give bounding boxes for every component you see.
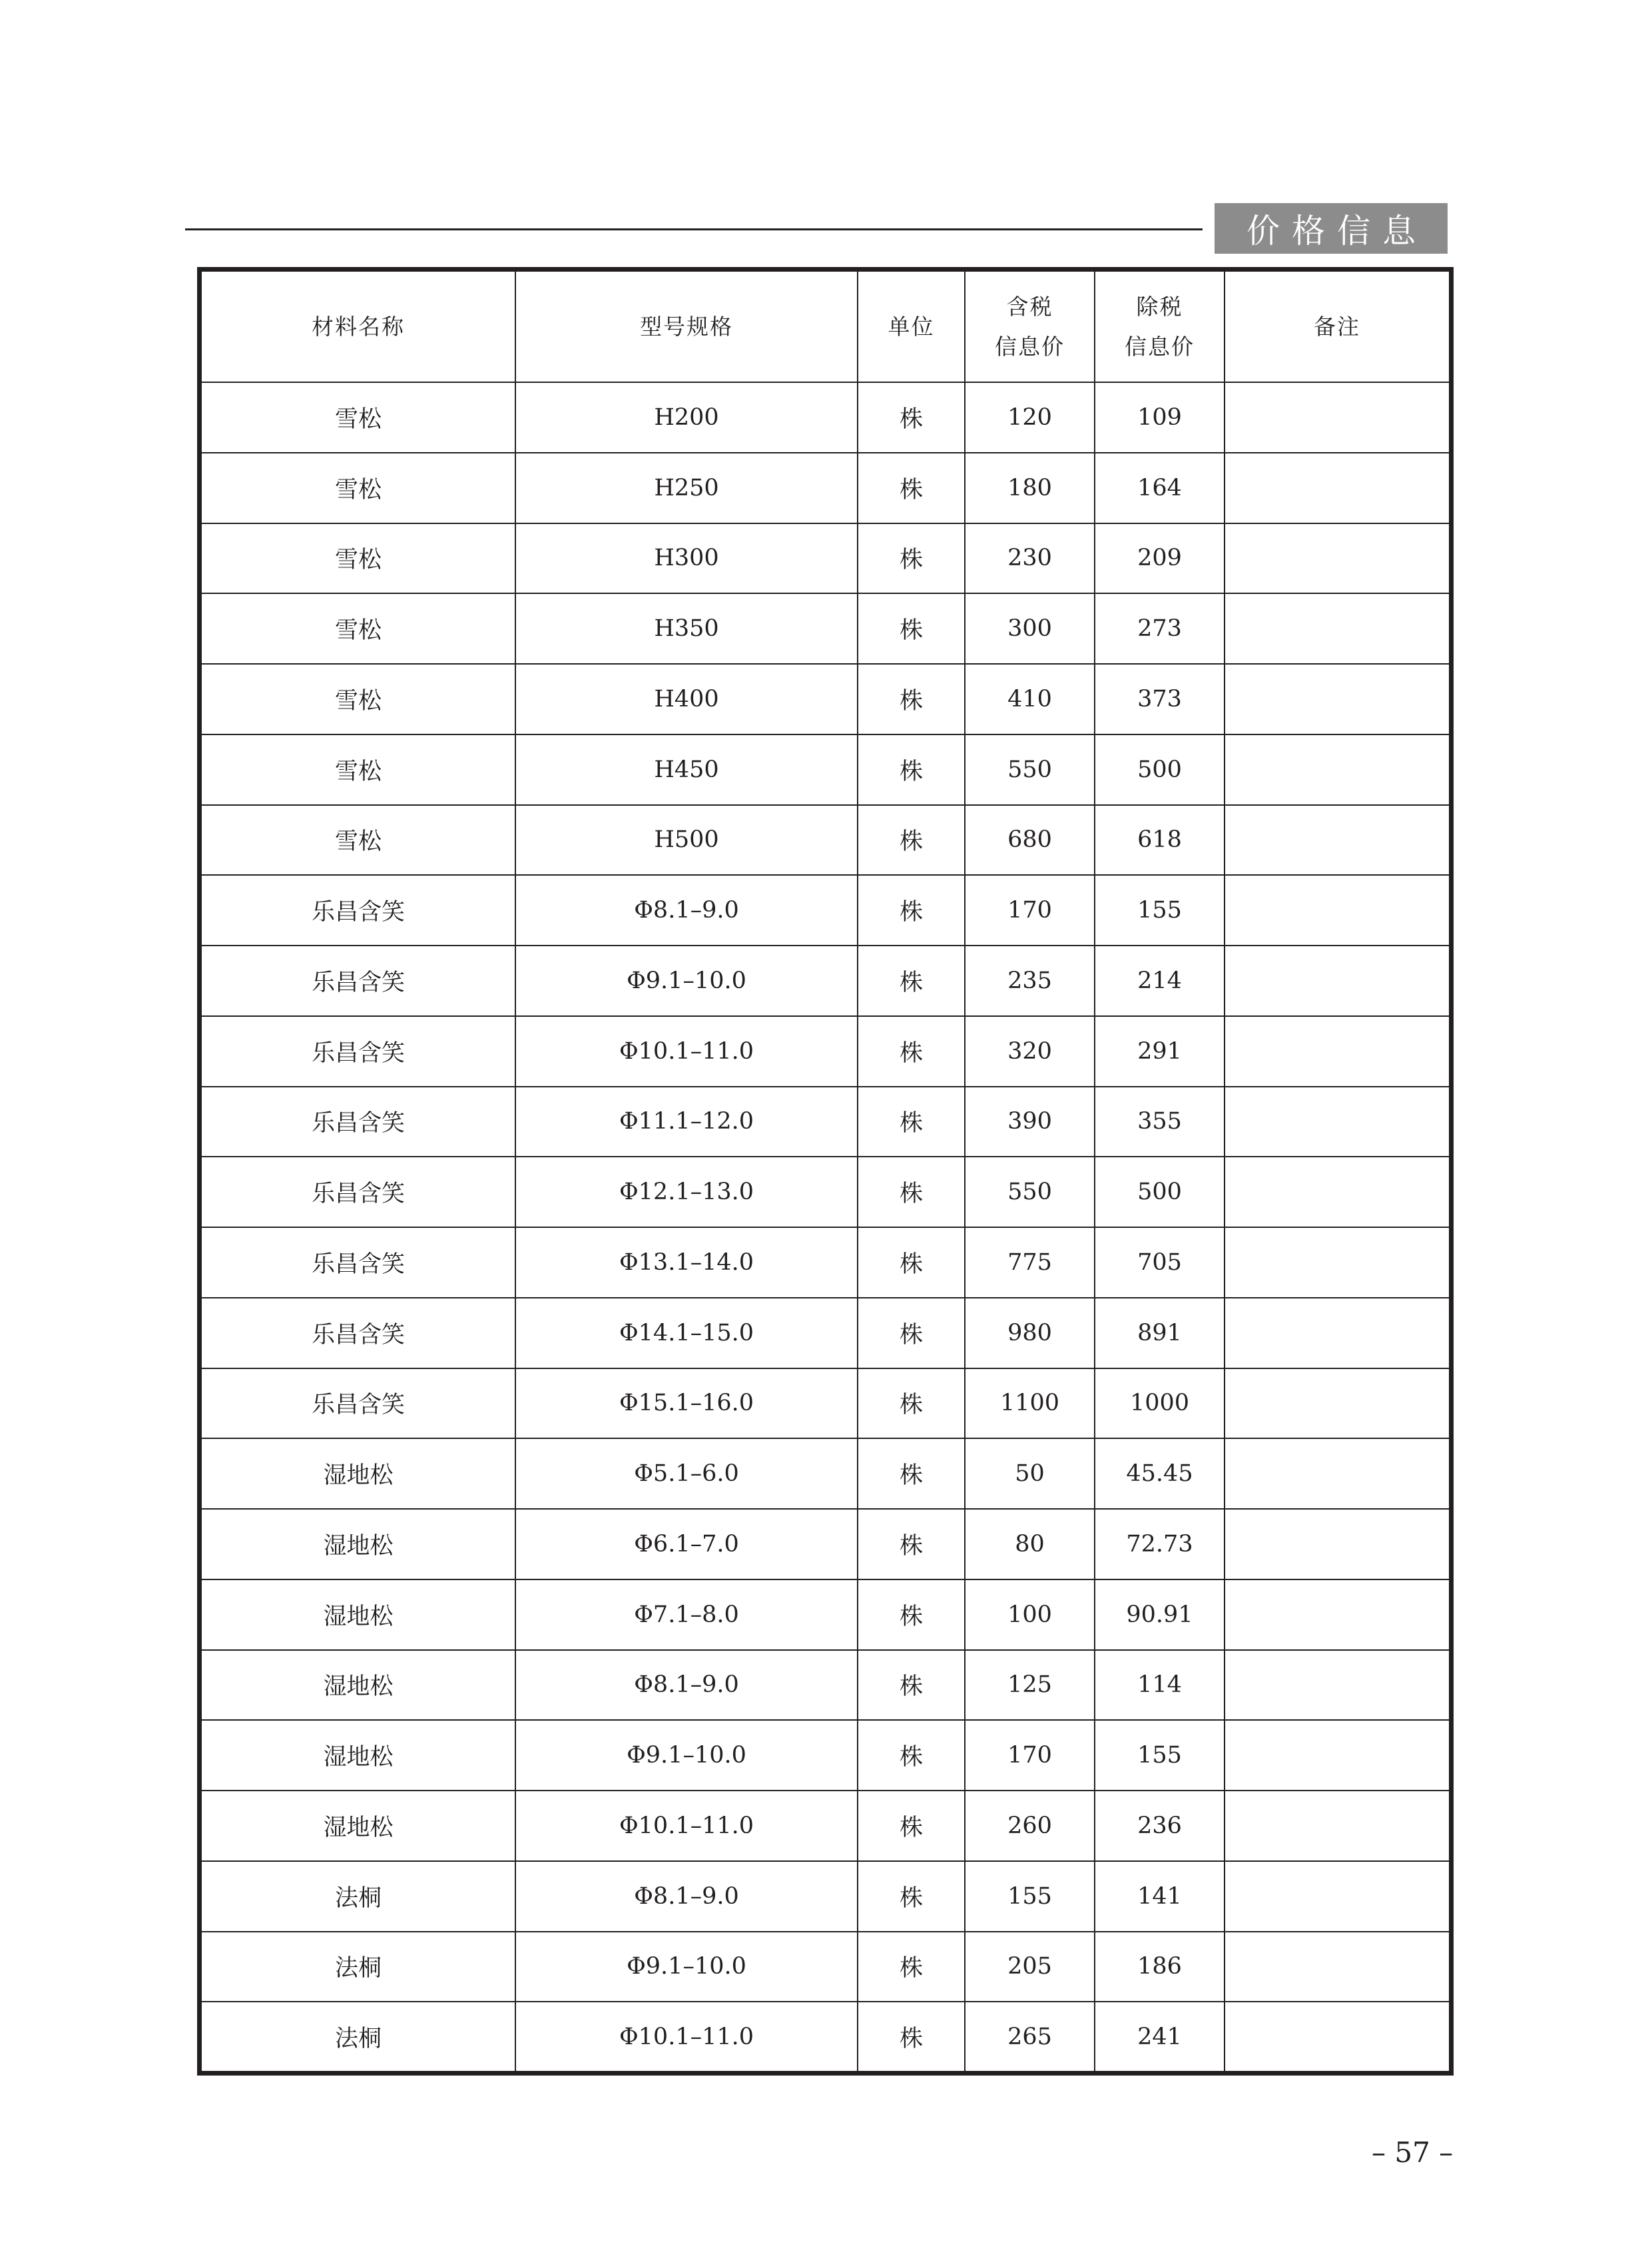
cell-remark [1225,1438,1449,1509]
cell-price-notax: 500 [1095,1157,1225,1227]
cell-price-tax: 260 [965,1791,1095,1861]
cell-spec: Φ8.1–9.0 [515,875,858,946]
column-header-price-notax-line1: 除税 [1136,293,1183,320]
cell-price-tax: 390 [965,1087,1095,1157]
cell-remark [1225,1720,1449,1791]
cell-price-tax: 320 [965,1016,1095,1087]
table-row [202,1509,1449,1579]
cell-remark [1225,1791,1449,1861]
cell-name: 湿地松 [202,1438,515,1509]
cell-price-tax: 230 [965,523,1095,594]
cell-remark [1225,734,1449,805]
cell-name: 乐昌含笑 [202,1368,515,1439]
cell-spec: Φ10.1–11.0 [515,1791,858,1861]
table-row [202,734,1449,805]
cell-remark [1225,1509,1449,1579]
cell-spec: Φ10.1–11.0 [515,2002,858,2071]
cell-name: 湿地松 [202,1509,515,1579]
table-row [202,1650,1449,1721]
cell-price-notax: 109 [1095,382,1225,453]
cell-spec: Φ6.1–7.0 [515,1509,858,1579]
cell-name: 湿地松 [202,1720,515,1791]
cell-unit: 株 [858,593,965,664]
cell-price-notax: 705 [1095,1227,1225,1298]
cell-name: 乐昌含笑 [202,1087,515,1157]
section-title: 价格信息 [1215,203,1448,254]
cell-price-notax: 273 [1095,593,1225,664]
cell-price-tax: 775 [965,1227,1095,1298]
cell-remark [1225,1087,1449,1157]
cell-name: 雪松 [202,734,515,805]
cell-unit: 株 [858,1932,965,2002]
table-row [202,1932,1449,2002]
cell-spec: Φ13.1–14.0 [515,1227,858,1298]
table-row [202,453,1449,523]
cell-remark [1225,875,1449,946]
cell-name: 湿地松 [202,1579,515,1650]
cell-spec: Φ14.1–15.0 [515,1298,858,1368]
cell-price-notax: 186 [1095,1932,1225,2002]
price-table [197,267,1454,2076]
cell-unit: 株 [858,1438,965,1509]
cell-spec: Φ10.1–11.0 [515,1016,858,1087]
cell-spec: Φ7.1–8.0 [515,1579,858,1650]
cell-price-tax: 205 [965,1932,1095,2002]
table-row [202,1791,1449,1861]
cell-unit: 株 [858,1650,965,1721]
cell-price-tax: 125 [965,1650,1095,1721]
cell-unit: 株 [858,453,965,523]
table-row [202,946,1449,1016]
cell-name: 法桐 [202,1932,515,2002]
cell-name: 雪松 [202,593,515,664]
cell-price-tax: 235 [965,946,1095,1016]
cell-spec: Φ8.1–9.0 [515,1650,858,1721]
table-row [202,805,1449,876]
cell-price-notax: 373 [1095,664,1225,734]
cell-remark [1225,1368,1449,1439]
cell-price-notax: 236 [1095,1791,1225,1861]
cell-price-notax: 1000 [1095,1368,1225,1439]
cell-price-tax: 120 [965,382,1095,453]
cell-price-notax: 155 [1095,875,1225,946]
cell-spec: Φ9.1–10.0 [515,946,858,1016]
cell-unit: 株 [858,664,965,734]
cell-remark [1225,664,1449,734]
cell-price-tax: 550 [965,734,1095,805]
cell-spec: H350 [515,593,858,664]
column-header-price-tax-line2: 信息价 [995,333,1065,360]
cell-remark [1225,805,1449,876]
cell-name: 法桐 [202,2002,515,2071]
cell-price-tax: 265 [965,2002,1095,2071]
cell-name: 乐昌含笑 [202,875,515,946]
cell-price-notax: 45.45 [1095,1438,1225,1509]
cell-price-notax: 355 [1095,1087,1225,1157]
column-header-price-tax [965,272,1095,382]
cell-unit: 株 [858,1227,965,1298]
cell-price-notax: 241 [1095,2002,1225,2071]
cell-unit: 株 [858,523,965,594]
cell-remark [1225,1227,1449,1298]
cell-name: 乐昌含笑 [202,1298,515,1368]
cell-spec: H400 [515,664,858,734]
page-number: – 57 – [1372,2136,1454,2169]
column-header-name: 材料名称 [202,272,515,382]
cell-remark [1225,946,1449,1016]
cell-name: 法桐 [202,1861,515,1932]
cell-unit: 株 [858,1720,965,1791]
cell-name: 雪松 [202,382,515,453]
cell-price-tax: 170 [965,1720,1095,1791]
cell-price-notax: 155 [1095,1720,1225,1791]
cell-price-tax: 170 [965,875,1095,946]
column-header-remark: 备注 [1225,272,1449,382]
cell-price-tax: 100 [965,1579,1095,1650]
cell-price-tax: 550 [965,1157,1095,1227]
cell-unit: 株 [858,805,965,876]
table-row [202,1227,1449,1298]
table-row [202,1579,1449,1650]
cell-remark [1225,1298,1449,1368]
cell-remark [1225,2002,1449,2071]
cell-spec: Φ5.1–6.0 [515,1438,858,1509]
cell-spec: H300 [515,523,858,594]
cell-spec: Φ9.1–10.0 [515,1720,858,1791]
cell-price-tax: 300 [965,593,1095,664]
cell-price-notax: 618 [1095,805,1225,876]
table-row [202,1157,1449,1227]
cell-unit: 株 [858,875,965,946]
column-header-price-notax-line2: 信息价 [1125,333,1195,360]
table-body [202,382,1449,2071]
cell-remark [1225,1579,1449,1650]
cell-spec: H250 [515,453,858,523]
cell-spec: Φ12.1–13.0 [515,1157,858,1227]
cell-price-tax: 410 [965,664,1095,734]
cell-unit: 株 [858,1157,965,1227]
table-row [202,2002,1449,2071]
cell-price-notax: 90.91 [1095,1579,1225,1650]
cell-price-tax: 50 [965,1438,1095,1509]
cell-remark [1225,1016,1449,1087]
cell-remark [1225,1157,1449,1227]
cell-spec: Φ15.1–16.0 [515,1368,858,1439]
cell-price-notax: 209 [1095,523,1225,594]
column-header-spec: 型号规格 [515,272,858,382]
cell-spec: H500 [515,805,858,876]
cell-name: 雪松 [202,453,515,523]
cell-price-tax: 680 [965,805,1095,876]
cell-price-tax: 1100 [965,1368,1095,1439]
cell-unit: 株 [858,2002,965,2071]
cell-name: 乐昌含笑 [202,1157,515,1227]
table-header-row [202,272,1449,382]
cell-price-notax: 72.73 [1095,1509,1225,1579]
cell-unit: 株 [858,734,965,805]
column-header-unit: 单位 [858,272,965,382]
cell-unit: 株 [858,1861,965,1932]
cell-spec: H200 [515,382,858,453]
cell-remark [1225,1650,1449,1721]
cell-name: 湿地松 [202,1650,515,1721]
cell-price-notax: 291 [1095,1016,1225,1087]
cell-unit: 株 [858,1791,965,1861]
cell-name: 雪松 [202,664,515,734]
cell-unit: 株 [858,1509,965,1579]
cell-spec: H450 [515,734,858,805]
cell-remark [1225,593,1449,664]
cell-name: 乐昌含笑 [202,1016,515,1087]
cell-price-notax: 500 [1095,734,1225,805]
cell-unit: 株 [858,382,965,453]
table-row [202,382,1449,453]
cell-remark [1225,1861,1449,1932]
cell-price-notax: 141 [1095,1861,1225,1932]
table-row [202,1016,1449,1087]
cell-remark [1225,523,1449,594]
table-row [202,1087,1449,1157]
cell-name: 乐昌含笑 [202,1227,515,1298]
header-rule [185,228,1203,230]
cell-remark [1225,382,1449,453]
cell-price-notax: 164 [1095,453,1225,523]
cell-unit: 株 [858,1579,965,1650]
table-row [202,875,1449,946]
table-row [202,523,1449,594]
table-row [202,1438,1449,1509]
cell-remark [1225,453,1449,523]
cell-unit: 株 [858,1298,965,1368]
cell-name: 雪松 [202,523,515,594]
column-header-price-tax-line1: 含税 [1006,293,1053,320]
cell-spec: Φ8.1–9.0 [515,1861,858,1932]
cell-price-tax: 180 [965,453,1095,523]
cell-name: 乐昌含笑 [202,946,515,1016]
column-header-price-notax [1095,272,1225,382]
cell-unit: 株 [858,1087,965,1157]
table-row [202,1720,1449,1791]
cell-unit: 株 [858,1368,965,1439]
cell-name: 雪松 [202,805,515,876]
cell-price-tax: 155 [965,1861,1095,1932]
table-row [202,593,1449,664]
table-row [202,664,1449,734]
table-row [202,1298,1449,1368]
cell-spec: Φ9.1–10.0 [515,1932,858,2002]
cell-price-tax: 980 [965,1298,1095,1368]
cell-unit: 株 [858,946,965,1016]
cell-remark [1225,1932,1449,2002]
cell-unit: 株 [858,1016,965,1087]
cell-name: 湿地松 [202,1791,515,1861]
cell-price-tax: 80 [965,1509,1095,1579]
cell-price-notax: 214 [1095,946,1225,1016]
cell-price-notax: 114 [1095,1650,1225,1721]
table-row [202,1368,1449,1439]
table-row [202,1861,1449,1932]
cell-price-notax: 891 [1095,1298,1225,1368]
cell-spec: Φ11.1–12.0 [515,1087,858,1157]
